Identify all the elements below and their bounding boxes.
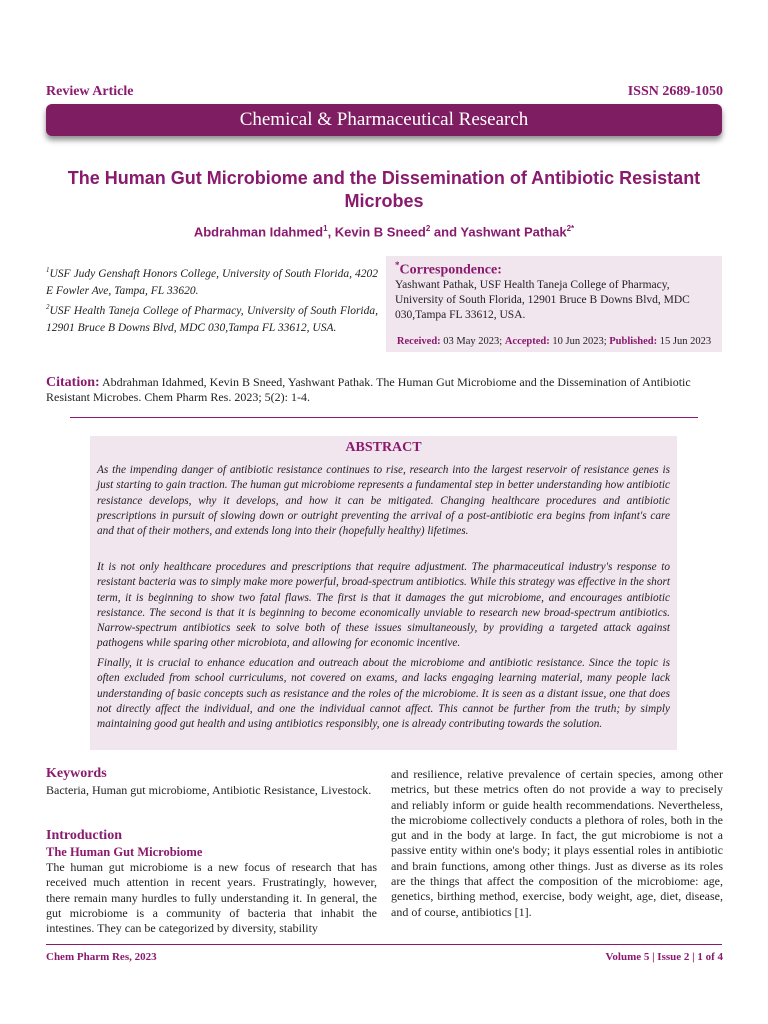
abstract-box [90, 436, 677, 750]
author-separator: and [430, 224, 461, 240]
introduction-subheading: The Human Gut Microbiome [46, 845, 203, 859]
article-dates: Received: 03 May 2023; Accepted: 10 Jun 2023; Published: 15 Jun 2023 [396, 336, 712, 347]
correspondence-heading [395, 260, 502, 279]
correspondence-heading-text: Correspondence: [399, 262, 502, 278]
correspondence-text: Yashwant Pathak, USF Health Taneja College of Pharmacy, University of South Florida, 12901 Bruce B Downs Blvd, MDC 030,Tampa FL 33612, USA. [395, 279, 690, 321]
citation [46, 375, 724, 405]
citation-text: Abdrahman Idahmed, Kevin B Sneed, Yashwant Pathak. The Human Gut Microbiome and the Dissemination of Antibiotic Resistant Microbes. Chem Pharm Res. 2023; 5(2): 1-4. [46, 375, 691, 404]
author-mark: 1 [323, 224, 328, 233]
abstract-paragraph-1: As the impending danger of antibiotic resistance continues to rise, research into the largest reservoir of resistance genes is just starting to gain traction. The human gut microbiome represents a fundamental step in better understanding how antibiotic resistance develops, why it develops, and how it can be mitigated. Changing healthcare procedures and antibiotic prescriptions in pursuit of slowing down or outright preventing the arrival of a post-antibiotic era begins from infant's care and that of their mothers, and extends long into their (hopefully healthy) lifetimes. [97, 464, 670, 538]
footer-journal: Chem Pharm Res, 2023 [46, 951, 157, 963]
author-name: Yashwant Pathak [460, 224, 567, 240]
correspondence-mark: * [395, 260, 400, 270]
citation-label: Citation: [46, 375, 100, 390]
accepted-label: Accepted: [504, 336, 550, 347]
section-divider [70, 417, 698, 418]
correspondence-box [386, 256, 722, 352]
author-name: Kevin B Sneed [334, 224, 426, 240]
affiliation-text: USF Judy Genshaft Honors College, University of South Florida, 4202 E Fowler Ave, Tampa, FL 33620. [46, 267, 378, 297]
paper-title: The Human Gut Microbiome and the Dissemination of Antibiotic Resistant Microbes [67, 168, 701, 211]
author-mark: 2* [566, 224, 575, 233]
published-label: Published: [609, 336, 658, 347]
author-list [40, 224, 728, 239]
introduction-text-right: and resilience, relative prevalence of certain species, among other metrics, but these metrics often do not provide a way to precisely and reliably inform or guide health recommendations. Nevertheless, the microbiome collectively conducts a plethora of roles, both in the gut and in the body at large. In fact, the gut microbiome is not a passive entity within one's body; it plays essential roles in antibiotic and brain functions, among other things. Just as diverse as its roles are the things that affect the composition of the microbiome: age, genetics, birthing method, exercise, body weight, age, diet, disease, and of course, antibiotics [1]. [391, 767, 723, 919]
introduction-heading: Introduction [46, 828, 122, 843]
received-date: 03 May 2023 [443, 336, 500, 347]
abstract-paragraph-2: It is not only healthcare procedures and prescriptions that require adjustment. The pharmaceutical industry's response to resistant bacteria was to simply make more powerful, broad-spectrum antibiotics. While this strategy was effective in the short term, it is beginning to show two fatal flaws. The first is that it damages the gut microbiome, and encourages antibiotic resistance. The second is that it is beginning to become economically unviable to research new broad-spectrum antibiotics. Narrow-spectrum antibiotics seek to solve both of these issues simultaneously, by providing a targeted attack against pathogens while sparing other microbiota, and allowing for economic incentive. [97, 561, 670, 650]
journal-name: Chemical & Pharmaceutical Research [239, 109, 529, 130]
author-mark: 2 [425, 224, 431, 233]
abstract-paragraph-3: Finally, it is crucial to enhance education and outreach about the microbiome and antibiotic resistance. Since the topic is often excluded from school curriculums, not covered on exams, and lacks engaging learning material, many people lack understanding of basic concepts such as resistance and the roles of the microbiome. It is seen as a distant issue, one that does not directly affect the individual, and one the individual cannot affect. This cannot be further from the truth; by simply maintaining good gut health and using antibiotics responsibly, one is already contributing towards the solution. [97, 657, 670, 731]
journal-banner [46, 104, 722, 136]
affiliation-mark: 2 [46, 303, 50, 311]
issn: ISSN 2689-1050 [627, 84, 723, 99]
footer-divider [46, 944, 722, 945]
author-separator: , [327, 224, 335, 240]
abstract-heading: ABSTRACT [345, 440, 422, 455]
affiliation-mark: 1 [46, 266, 50, 274]
published-date: 15 Jun 2023 [659, 336, 712, 347]
affiliation-1 [46, 262, 378, 300]
footer-volume-page: Volume 5 | Issue 2 | 1 of 4 [605, 951, 723, 963]
received-label: Received: [396, 336, 441, 347]
affiliation-text: USF Health Taneja College of Pharmacy, University of South Florida, 12901 Bruce B Downs Blvd, MDC 030,Tampa FL 33612, USA. [46, 304, 378, 334]
keywords-text: Bacteria, Human gut microbiome, Antibiotic Resistance, Livestock. [46, 783, 372, 797]
article-type: Review Article [46, 84, 134, 99]
author-name: Abdrahman Idahmed [193, 224, 324, 240]
affiliation-2 [46, 299, 378, 337]
introduction-text-left: The human gut microbiome is a new focus of research that has received much attention in recent years. Frustratingly, however, there remain many hurdles to fully understanding it. In general, the gut microbiome is a community of bacteria that inhabit the intestines. They can be categorized by diversity, stability [46, 860, 377, 936]
accepted-date: 10 Jun 2023 [552, 336, 604, 347]
keywords-heading: Keywords [46, 766, 107, 781]
